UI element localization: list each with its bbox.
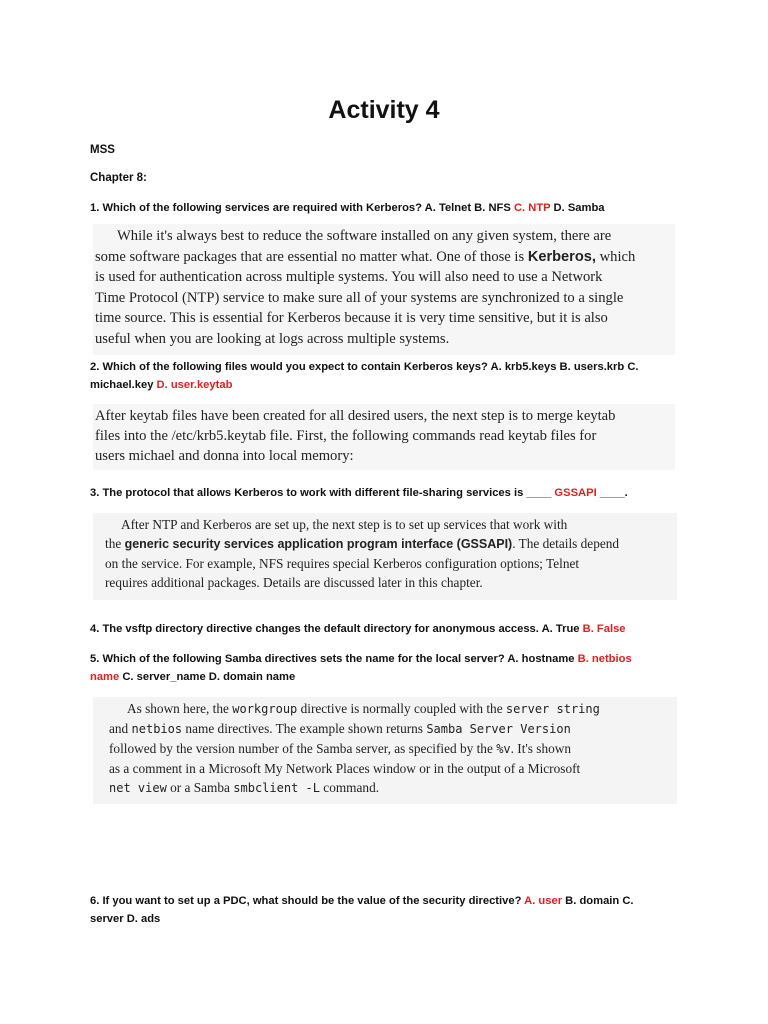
answer-highlight: A. user bbox=[524, 895, 563, 907]
excerpt-line: is used for authentication across multiple systems. You will also need to use a Network bbox=[95, 269, 603, 285]
code-term: smbclient -L bbox=[233, 781, 320, 795]
textbook-excerpt-2 bbox=[93, 404, 675, 470]
answer-highlight: C. NTP bbox=[513, 202, 551, 214]
excerpt-line: users michael and donna into local memory: bbox=[95, 448, 354, 464]
excerpt-line: as a comment in a Microsoft My Network Places window or in the output of a Microsoft bbox=[109, 761, 581, 776]
code-term: net view bbox=[109, 781, 167, 795]
question-3 bbox=[90, 484, 680, 502]
code-term: server string bbox=[505, 702, 600, 716]
excerpt-line: As shown here, the workgroup directive is normally coupled with the server string bbox=[127, 701, 600, 716]
answer-highlight: name bbox=[90, 671, 120, 683]
code-term: workgroup bbox=[232, 702, 298, 716]
excerpt-line: useful when you are looking at logs across multiple systems. bbox=[95, 330, 450, 347]
author-label: MSS bbox=[90, 144, 115, 156]
question-text: 4. The vsftp directory directive changes the default directory for anonymous access. A. True bbox=[90, 623, 583, 635]
answer-highlight: B. False bbox=[582, 623, 626, 635]
chapter-label: Chapter 8: bbox=[90, 172, 147, 184]
page-title: Activity 4 bbox=[328, 96, 440, 124]
code-term: netbios bbox=[131, 722, 183, 736]
excerpt-line: While it's always best to reduce the software installed on any given system, there are bbox=[117, 228, 612, 244]
textbook-excerpt-1 bbox=[93, 224, 675, 355]
question-text: server D. ads bbox=[90, 913, 161, 925]
excerpt-line: followed by the version number of the Samba server, as specified by the %v. It's shown bbox=[109, 741, 572, 756]
textbook-excerpt-3 bbox=[93, 513, 677, 600]
question-text: B. domain C. bbox=[562, 895, 634, 907]
code-term: Samba Server Version bbox=[426, 722, 571, 736]
question-4 bbox=[90, 620, 680, 638]
question-2 bbox=[90, 358, 680, 394]
textbook-excerpt-4 bbox=[93, 697, 677, 804]
excerpt-line: time source. This is essential for Kerberos because it is very time sensitive, but it is also bbox=[95, 310, 608, 326]
excerpt-line: After keytab files have been created for all desired users, the next step is to merge keytab bbox=[95, 408, 616, 424]
question-text: 3. The protocol that allows Kerberos to work with different file-sharing services is ____ bbox=[90, 487, 555, 499]
question-text: 5. Which of the following Samba directives sets the name for the local server? A. hostname bbox=[90, 653, 578, 665]
question-5 bbox=[90, 650, 680, 686]
question-text: D. Samba bbox=[550, 202, 605, 214]
excerpt-line: Time Protocol (NTP) service to make sure all of your systems are synchronized to a single bbox=[95, 289, 624, 306]
answer-highlight: GSSAPI bbox=[554, 487, 597, 499]
answer-highlight: D. user.keytab bbox=[156, 379, 233, 391]
question-text: ____. bbox=[596, 487, 628, 499]
question-text: 6. If you want to set up a PDC, what should be the value of the security directive? bbox=[90, 895, 525, 907]
question-text: michael.key bbox=[90, 379, 157, 391]
question-text: 1. Which of the following services are required with Kerberos? A. Telnet B. NFS bbox=[90, 202, 514, 214]
question-1 bbox=[90, 199, 680, 217]
excerpt-line: files into the /etc/krb5.keytab file. First, the following commands read keytab files for bbox=[95, 428, 597, 444]
question-text: 2. Which of the following files would you expect to contain Kerberos keys? A. krb5.keys B. users.krb C. bbox=[90, 361, 639, 373]
answer-highlight: B. netbios bbox=[577, 653, 632, 665]
excerpt-line: on the service. For example, NFS requires special Kerberos configuration options; Telnet bbox=[105, 556, 580, 571]
excerpt-line: some software packages that are essential no matter what. One of those is Kerberos, which bbox=[95, 248, 636, 265]
excerpt-line: requires additional packages. Details are discussed later in this chapter. bbox=[105, 575, 483, 590]
excerpt-line: the generic security services application program interface (GSSAPI). The details depend bbox=[105, 536, 620, 551]
question-6 bbox=[90, 892, 680, 928]
bold-term: generic security services application program interface (GSSAPI) bbox=[124, 537, 513, 551]
question-text: C. server_name D. domain name bbox=[119, 671, 296, 683]
excerpt-line: After NTP and Kerberos are set up, the next step is to set up services that work with bbox=[121, 517, 568, 532]
excerpt-line: net view or a Samba smbclient -L command. bbox=[109, 780, 380, 795]
bold-term: Kerberos, bbox=[527, 248, 596, 265]
excerpt-line: and netbios name directives. The example shown returns Samba Server Version bbox=[109, 721, 571, 736]
code-term: %v bbox=[496, 742, 511, 756]
